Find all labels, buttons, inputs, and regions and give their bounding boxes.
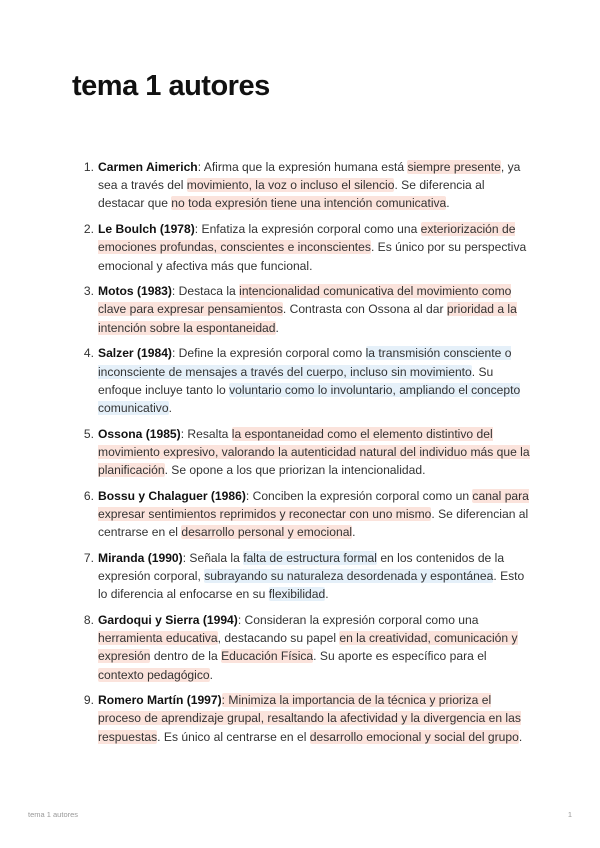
text-segment: : Señala la xyxy=(182,550,244,565)
list-number: 8. xyxy=(83,612,94,627)
text-segment: . xyxy=(518,729,523,744)
list-number: 7. xyxy=(83,550,94,565)
author-description xyxy=(98,158,534,213)
text-segment: . Su aporte es específico para el xyxy=(313,649,487,664)
text-segment: , ya sea a través del xyxy=(98,160,521,193)
text-segment: . xyxy=(275,320,279,335)
highlight-pink: herramienta educativa xyxy=(98,631,218,646)
text-segment: , destacando su papel xyxy=(217,631,340,646)
text-segment: . xyxy=(446,196,450,211)
text-segment: : Conciben la expresión corporal como un xyxy=(245,488,473,503)
text-segment: . Es único por su perspectiva emocional y afectiva más que funcional. xyxy=(98,240,527,273)
text-segment: . xyxy=(168,400,172,415)
text-segment: . Es único al centrarse en el xyxy=(157,729,310,744)
author-name: Carmen Aimerich xyxy=(98,160,198,174)
text-segment: . Se opone a los que priorizan la intencionalidad. xyxy=(164,463,426,478)
author-name: Romero Martín (1997) xyxy=(98,693,222,708)
author-item xyxy=(72,611,534,684)
text-segment: dentro de la xyxy=(150,649,222,664)
highlight-pink: canal para expresar sentimientos reprimidos y reconectar con uno mismo xyxy=(98,488,529,521)
text-segment: . Se diferencian al centrarse en el xyxy=(98,506,529,540)
highlight-pink: exteriorización de emociones profundas, conscientes e inconscientes xyxy=(98,222,516,255)
highlight-pink: no toda expresión tiene una intención comunicativa xyxy=(171,196,447,211)
text-segment: : Afirma que la expresión humana está xyxy=(197,160,408,174)
highlight-pink: movimiento, la voz o incluso el silencio xyxy=(186,178,395,193)
list-number: 1. xyxy=(83,160,94,174)
author-description xyxy=(98,691,534,746)
text-segment: : Consideran la expresión corporal como una xyxy=(237,612,479,627)
highlight-blue: la transmisión consciente o inconsciente de mensajes a través del cuerpo, incluso sin movimiento xyxy=(98,346,512,379)
author-name: Gardoqui y Sierra (1994) xyxy=(98,612,238,627)
highlight-pink: en la creatividad, comunicación y expresión xyxy=(98,631,518,664)
author-name: Salzer (1984) xyxy=(98,346,172,361)
text-segment: : Enfatiza la expresión corporal como una xyxy=(194,222,421,237)
author-name: Le Boulch (1978) xyxy=(98,222,195,237)
list-number: 4. xyxy=(83,346,94,361)
author-description xyxy=(98,344,534,417)
author-description xyxy=(98,282,534,337)
author-item xyxy=(72,425,534,480)
highlight-blue: flexibilidad xyxy=(268,587,326,602)
text-segment: . Esto lo diferencia al enfocarse en su xyxy=(98,569,525,602)
author-item xyxy=(72,282,534,337)
author-description xyxy=(98,549,534,604)
footer-doc-title: tema 1 autores xyxy=(28,810,79,819)
text-segment: . Contrasta con Ossona al dar xyxy=(282,302,447,317)
text-segment: . xyxy=(209,667,213,682)
text-segment: : Destaca la xyxy=(171,284,240,299)
author-item xyxy=(72,220,534,275)
author-description xyxy=(98,425,534,480)
author-item xyxy=(72,691,534,746)
page-title: tema 1 autores xyxy=(72,70,270,102)
highlight-pink: desarrollo emocional y social del grupo xyxy=(309,729,519,744)
highlight-pink: siempre presente xyxy=(407,160,501,174)
highlight-pink: prioridad a la intención sobre la espontaneidad xyxy=(98,302,517,335)
author-name: Bossu y Chalaguer (1986) xyxy=(98,488,246,503)
text-segment: en los contenidos de la expresión corporal, xyxy=(98,550,505,584)
text-segment: : Define la expresión corporal como xyxy=(171,346,366,361)
author-name: Miranda (1990) xyxy=(98,550,183,565)
text-segment: . Se diferencia al destacar que xyxy=(98,178,485,211)
highlight-pink: : Minimiza la importancia de la técnica y prioriza el proceso de aprendizaje grupal, resaltando la afectividad y la divergencia en las respuestas xyxy=(98,693,521,744)
list-number: 9. xyxy=(83,693,94,708)
highlight-blue: falta de estructura formal xyxy=(243,550,377,565)
text-segment: : Resalta xyxy=(180,426,232,441)
author-description xyxy=(98,611,534,684)
author-name: Ossona (1985) xyxy=(98,426,181,441)
highlight-blue: subrayando su naturaleza desordenada y espontánea xyxy=(204,569,494,584)
text-segment: . xyxy=(325,587,329,602)
highlight-blue: voluntario como lo involuntario, ampliando el concepto comunicativo xyxy=(98,382,521,415)
author-item xyxy=(72,487,534,542)
author-list xyxy=(72,158,534,753)
author-item xyxy=(72,549,534,604)
footer-page-number: 1 xyxy=(567,810,572,819)
list-number: 3. xyxy=(83,284,94,299)
highlight-pink: Educación Física xyxy=(221,649,314,664)
list-number: 2. xyxy=(83,222,94,237)
highlight-pink: contexto pedagógico xyxy=(98,667,210,682)
author-item xyxy=(72,344,534,417)
author-description xyxy=(98,220,534,275)
list-number: 5. xyxy=(83,426,94,441)
text-segment: . xyxy=(352,525,356,540)
highlight-pink: intencionalidad comunicativa del movimiento como clave para expresar pensamientos xyxy=(98,284,512,317)
author-name: Motos (1983) xyxy=(98,284,172,299)
author-item xyxy=(72,158,534,213)
highlight-pink: la espontaneidad como el elemento distintivo del movimiento expresivo, valorando la autenticidad natural del individuo más que la planificación xyxy=(98,426,530,478)
author-description xyxy=(98,487,534,542)
text-segment: . Su enfoque incluye tanto lo xyxy=(98,364,494,397)
highlight-pink: desarrollo personal y emocional xyxy=(181,525,353,540)
list-number: 6. xyxy=(83,488,94,503)
